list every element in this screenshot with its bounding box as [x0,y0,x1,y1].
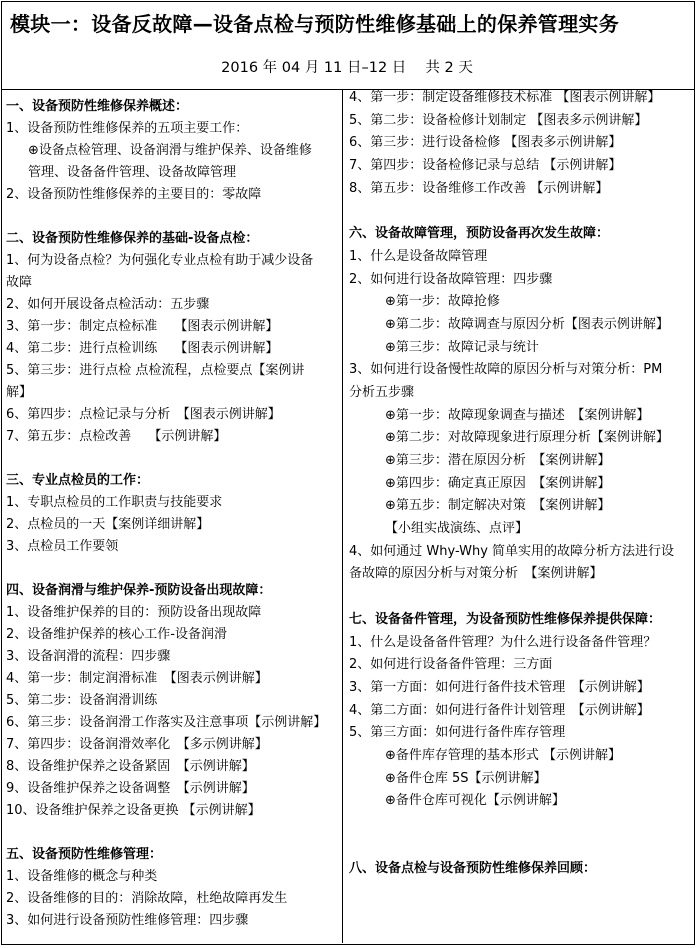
outline-item: 6、第三步：设备润滑工作落实及注意事项【示例讲解】 [6,715,327,730]
outline-item: 2、点检员的一天【案例详细讲解】 [6,517,210,532]
outline-item: 3、如何进行设备预防性维修管理：四步骤 [6,913,249,928]
outline-item: 7、第五步：点检改善 【示例讲解】 [6,429,227,444]
outline-item: 1、设备维修的概念与种类 [6,869,158,884]
outline-item: ⊕第四步：确定真正原因 【案例讲解】 [385,475,611,491]
outline-item: 8、设备维护保养之设备紧固 【示例讲解】 [6,759,255,774]
section-heading: 四、设备润滑与维护保养-预防设备出现故障： [6,583,272,598]
outline-item: ⊕备件仓库 5S【示例讲解】 [385,770,547,786]
section-heading: 三、专业点检员的工作： [6,473,150,488]
outline-item: ⊕备件仓库可视化【示例讲解】 [385,793,565,809]
outline-item: ⊕第三步：潜在原因分析 【案例讲解】 [385,453,611,468]
section-heading: 六、设备故障管理，预防设备再次发生故障： [349,226,610,242]
outline-item: 4、第一步：制定润滑标准 【图表示例讲解】 [6,671,268,686]
outline-item: 8、第五步：设备维修工作改善 【示例讲解】 [349,180,609,196]
outline-item: 7、第四步：设备润滑效率化 【多示例讲解】 [6,737,268,752]
blank-line [6,558,340,580]
page-title: 模块一：设备反故障—设备点检与预防性维修基础上的保养管理实务 [10,12,619,36]
blank-line [6,448,340,470]
outline-item: 5、第二步：设备润滑训练 [6,693,158,708]
outline-item: 5、第二步：设备检修计划制定 【图表多示例讲解】 [349,112,648,128]
blank-line [349,836,689,859]
left-column [6,96,340,932]
outline-item: 3、第一方面：如何进行备件技术管理 【示例讲解】 [349,679,650,695]
column-divider [342,89,343,943]
blank-line [6,206,340,228]
outline-item: ⊕设备点检管理、设备润滑与维护保养、设备维修 [28,143,312,158]
right-column [349,87,689,881]
outline-item: 1、专职点检员的工作职责与技能要求 [6,495,223,510]
outline-item: 1、设备预防性维修保养的五项主要工作： [6,121,249,136]
blank-line [349,813,689,836]
outline-item: 4、第二步：进行点检训练 【图表示例讲解】 [6,341,279,356]
outline-item: 3、点检员工作要领 [6,539,119,554]
section-heading: 八、设备点检与设备预防性维修保养回顾： [349,861,597,877]
outline-item: 2、如何进行设备备件管理：三方面 [349,657,553,673]
outline-item: 【小组实战演练、点评】 [385,521,529,537]
outline-item: 6、第四步：点检记录与分析 【图表示例讲解】 [6,407,281,422]
section-heading: 二、设备预防性维修保养的基础-设备点检： [6,231,259,246]
blank-line [349,586,689,609]
outline-item: 4、第二方面：如何进行备件计划管理 【示例讲解】 [349,702,650,718]
outline-item: 2、设备维护保养的核心工作-设备润滑 [6,627,227,642]
outline-item: 9、设备维护保养之设备调整 【示例讲解】 [6,781,255,796]
outline-item: 3、第一步：制定点检标准 【图表示例讲解】 [6,319,279,334]
outline-item: 1、什么是设备备件管理？为什么进行设备备件管理？ [349,634,657,650]
outline-item: ⊕备件库存管理的基本形式 【示例讲解】 [385,747,622,763]
outline-item: 3、设备润滑的流程：四步骤 [6,649,171,664]
outline-item: 2、如何进行设备故障管理：四步骤 [349,271,553,287]
outline-item: ⊕第二步：故障调查与原因分析【图表示例讲解】 [385,316,669,332]
outline-item: 2、如何开展设备点检活动：五步骤 [6,297,210,312]
outline-item: 4、如何通过 Why-Why 简单实用的故障分析方法进行设 [349,543,675,559]
outline-item: 分析五步骤 [349,384,415,400]
course-date: 2016 年 04 月 11 日–12 日 共 2 天 [221,60,473,76]
blank-line [6,822,340,844]
outline-item: 5、第三方面：如何进行备件库存管理 [349,725,566,741]
outline-item: 2、设备维修的目的：消除故障，杜绝故障再发生 [6,891,288,906]
outline-item: 2、设备预防性维修保养的主要目的：零故障 [6,187,262,202]
outline-item: 5、第三步：进行点检 点检流程，点检要点【案例讲 [6,363,305,378]
outline-item: 备故障的原因分析与对策分析 【案例讲解】 [349,566,603,582]
outline-item: 4、第一步：制定设备维修技术标准 【图表示例讲解】 [349,90,661,105]
outline-item: ⊕第二步：对故障现象进行原理分析【案例讲解】 [385,430,669,446]
section-heading: 一、设备预防性维修保养概述： [6,99,189,114]
blank-line [349,200,689,223]
outline-item: 10、设备维护保养之设备更换 【示例讲解】 [6,803,261,818]
outline-item: 解】 [6,385,33,400]
outline-item: 6、第三步：进行设备检修 【图表多示例讲解】 [349,135,622,151]
section-heading: 七、设备备件管理，为设备预防性维修保养提供保障： [349,611,662,627]
outline-item: 3、如何进行设备慢性故障的原因分析与对策分析：PM [349,362,663,378]
section-heading: 五、设备预防性维修管理： [6,847,163,862]
outline-item: 1、何为设备点检？为何强化专业点检有助于减少设备 [6,253,314,268]
outline-item: 1、设备维护保养的目的：预防设备出现故障 [6,605,262,620]
outline-item: ⊕第三步：故障记录与统计 [385,339,539,355]
outline-item: 7、第四步：设备检修记录与总结 【示例讲解】 [349,158,622,174]
outline-item: ⊕第一步：故障现象调查与描述 【案例讲解】 [385,407,650,423]
outline-item: ⊕第五步：制定解决对策 【案例讲解】 [385,498,611,514]
outline-item: 1、什么是设备故障管理 [349,248,488,264]
outline-item: 管理、设备备件管理、设备故障管理 [28,165,237,180]
outline-item: 故障 [6,275,33,290]
outline-item: ⊕第一步：故障抢修 [385,294,500,310]
